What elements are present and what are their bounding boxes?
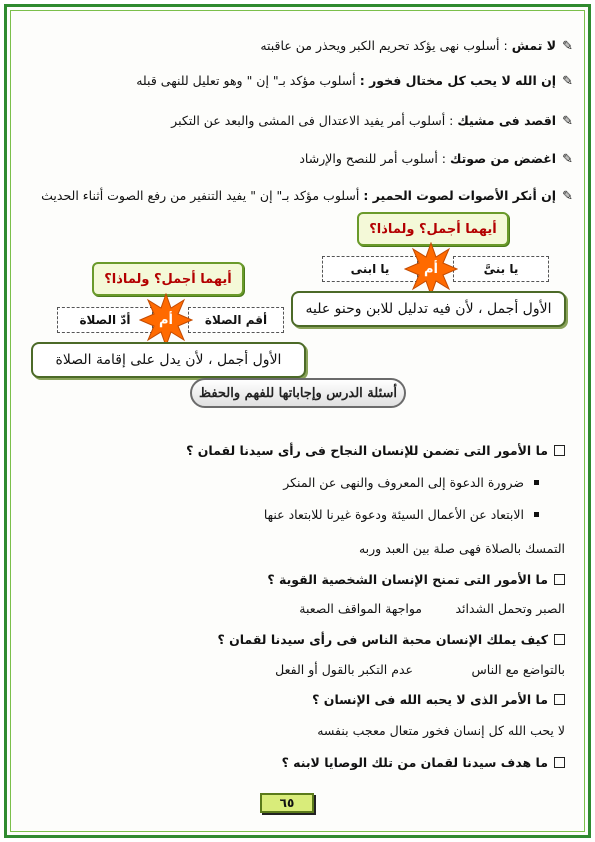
checkbox-icon bbox=[554, 574, 565, 585]
explanation-line-5 bbox=[41, 188, 573, 204]
question-3: كيف يملك الإنسان محبة الناس فى رأى سيدنا لقمان ؟ bbox=[217, 632, 565, 647]
answer-line: الصبر وتحمل الشدائد bbox=[455, 601, 565, 616]
comparison-answer-1: الأول أجمل ، لأن فيه تدليل للابن وحنو عليه bbox=[291, 291, 566, 327]
square-bullet-icon bbox=[534, 480, 539, 485]
question-1: ما الأمور التى تضمن للإنسان النجاح فى رأى سيدنا لقمان ؟ bbox=[186, 443, 565, 458]
explanation-term: إن الله لا يحب كل مختال فخور : bbox=[359, 73, 557, 88]
explanation-text: أسلوب مؤكد بـ" إن " يفيد التنفير من رفع الصوت أثناء الحديث bbox=[41, 188, 364, 203]
answer-line: عدم التكبر بالقول أو الفعل bbox=[275, 662, 413, 677]
answer-bullet-2: الابتعاد عن الأعمال السيئة ودعوة غيرنا للابتعاد عنها bbox=[264, 507, 539, 522]
checkbox-icon bbox=[554, 694, 565, 705]
comparison-option-a-2: أقم الصلاة bbox=[188, 307, 284, 333]
explanation-text: أسلوب مؤكد بـ" إن " وهو تعليل للنهى قبله bbox=[136, 73, 360, 88]
explanation-text: : أسلوب أمر يفيد الاعتدال فى المشى والبعد عن التكبر bbox=[171, 113, 458, 128]
square-bullet-icon bbox=[534, 512, 539, 517]
star-burst-icon bbox=[139, 293, 193, 347]
explanation-text: : أسلوب أمر للنصح والإرشاد bbox=[299, 151, 450, 166]
checkbox-icon bbox=[554, 634, 565, 645]
answer-line: التمسك بالصلاة فهى صلة بين العبد وربه bbox=[358, 541, 565, 556]
explanation-line-2 bbox=[136, 73, 573, 89]
question-4: ما الأمر الذى لا يحبه الله فى الإنسان ؟ bbox=[312, 692, 565, 707]
explanation-text: : أسلوب نهى يؤكد تحريم الكبر ويحذر من عاقبته bbox=[260, 38, 512, 53]
answer-line: بالتواضع مع الناس bbox=[471, 662, 565, 677]
explanation-line-4 bbox=[299, 151, 573, 167]
star-burst-icon bbox=[404, 242, 458, 296]
comparison-option-a-1: يا بنىَّ bbox=[453, 256, 549, 282]
comparison-answer-2: الأول أجمل ، لأن يدل على إقامة الصلاة bbox=[31, 342, 306, 378]
checkbox-icon bbox=[554, 445, 565, 456]
explanation-term: لا تمش bbox=[511, 38, 557, 53]
explanation-term: إن أنكر الأصوات لصوت الحمير : bbox=[363, 188, 557, 203]
comparison-question-1: أيهما أجمل؟ ولماذا؟ bbox=[357, 212, 509, 246]
comparison-connector: أم bbox=[424, 261, 438, 277]
pencil-icon: ✎ bbox=[562, 39, 573, 54]
comparison-option-b-1: يا ابنى bbox=[322, 256, 418, 282]
explanation-line-1 bbox=[260, 38, 573, 54]
pencil-icon: ✎ bbox=[562, 114, 573, 129]
question-2: ما الأمور التى تمنح الإنسان الشخصية القوية ؟ bbox=[267, 572, 565, 587]
explanation-term: اغضض من صوتك bbox=[449, 151, 557, 166]
pencil-icon: ✎ bbox=[562, 152, 573, 167]
pencil-icon: ✎ bbox=[562, 189, 573, 204]
answer-line: لا يحب الله كل إنسان فخور متعال معجب بنفسه bbox=[317, 723, 565, 738]
page-border bbox=[4, 4, 591, 838]
comparison-option-b-2: أدّ الصلاة bbox=[57, 307, 153, 333]
comparison-connector: أم bbox=[159, 312, 173, 328]
comparison-question-2: أيهما أجمل؟ ولماذا؟ bbox=[92, 262, 244, 296]
explanation-line-3 bbox=[171, 113, 573, 129]
question-5: ما هدف سيدنا لقمان من تلك الوصايا لابنه ؟ bbox=[282, 755, 565, 770]
pencil-icon: ✎ bbox=[562, 74, 573, 89]
answer-bullet-1: ضرورة الدعوة إلى المعروف والنهى عن المنكر bbox=[283, 475, 539, 490]
explanation-term: اقصد فى مشيك bbox=[457, 113, 557, 128]
page-number: ٦٥ bbox=[260, 793, 314, 813]
checkbox-icon bbox=[554, 757, 565, 768]
answer-line: مواجهة المواقف الصعبة bbox=[299, 601, 422, 616]
section-title: أسئلة الدرس وإجاباتها للفهم والحفظ bbox=[190, 378, 406, 408]
